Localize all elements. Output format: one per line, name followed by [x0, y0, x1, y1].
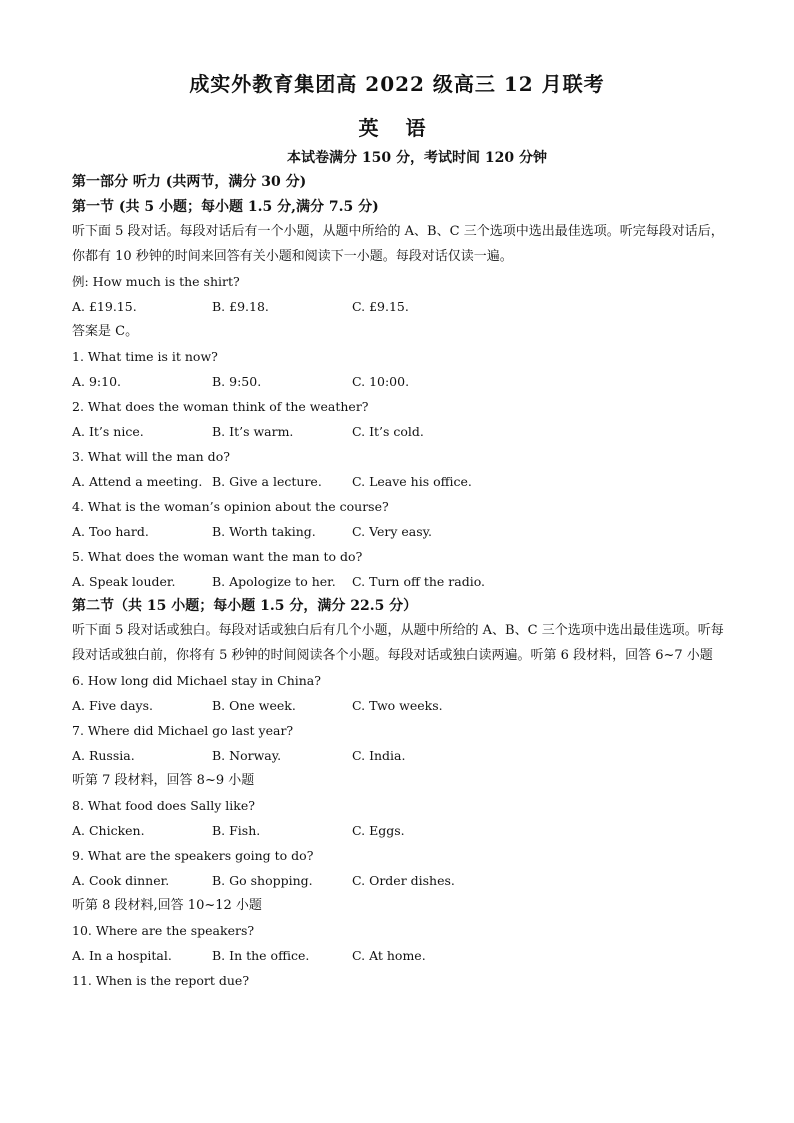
- option-a: A. Chicken.: [72, 823, 145, 838]
- part1-heading: 第一部分 听力 (共两节，满分 30 分): [72, 174, 307, 190]
- subject-title: 英 语: [358, 116, 436, 140]
- option-a: A. 9:10.: [72, 374, 122, 389]
- example-options: [72, 294, 732, 319]
- material8-note: 听第 8 段材料,回答 10~12 小题: [72, 898, 262, 913]
- question-options: [72, 693, 732, 718]
- option-b: B. It’s warm.: [212, 424, 294, 439]
- option-b: B. 9:50.: [212, 374, 262, 389]
- option-a: A. In a hospital.: [72, 948, 172, 963]
- option-c: C. At home.: [352, 948, 426, 963]
- option-a: A. Russia.: [72, 748, 135, 763]
- question-text: 6. How long did Michael stay in China?: [72, 673, 321, 688]
- question-options: [72, 469, 732, 494]
- option-a: A. Five days.: [72, 698, 153, 713]
- option-c: C. India.: [352, 748, 406, 763]
- exam-content: [72, 170, 732, 993]
- option-a: A. It’s nice.: [72, 424, 144, 439]
- option-a: A. Attend a meeting.: [72, 474, 203, 489]
- option-a: A. Speak louder.: [72, 574, 176, 589]
- option-c: C. Leave his office.: [352, 474, 472, 489]
- section2-questions-c: [72, 918, 732, 993]
- question-text: 1. What time is it now?: [72, 349, 218, 364]
- option-c: C. 10:00.: [352, 374, 410, 389]
- question-text: 2. What does the woman think of the weather?: [72, 399, 369, 414]
- option-c: C. Order dishes.: [352, 873, 455, 888]
- example-question: 例: How much is the shirt?: [72, 274, 240, 289]
- question-text: 8. What food does Sally like?: [72, 798, 255, 813]
- option-c: C. It’s cold.: [352, 424, 424, 439]
- option-b: B. £9.18.: [212, 299, 269, 314]
- option-a: A. Cook dinner.: [72, 873, 170, 888]
- question-options: [72, 569, 732, 594]
- option-b: B. Apologize to her.: [212, 574, 336, 589]
- question-options: [72, 369, 732, 394]
- option-a: A. Too hard.: [72, 524, 149, 539]
- question-text: 3. What will the man do?: [72, 449, 230, 464]
- section2-questions-b: [72, 793, 732, 893]
- option-b: B. Fish.: [212, 823, 261, 838]
- section1-heading: 第一节 (共 5 小题；每小题 1.5 分,满分 7.5 分): [72, 199, 379, 215]
- question-options: [72, 868, 732, 893]
- option-b: B. One week.: [212, 698, 296, 713]
- question-text: 10. Where are the speakers?: [72, 923, 255, 938]
- option-b: B. Norway.: [212, 748, 282, 763]
- option-b: B. In the office.: [212, 948, 310, 963]
- question-text: 5. What does the woman want the man to do?: [72, 549, 363, 564]
- section2-questions-a: [72, 668, 732, 768]
- option-b: B. Worth taking.: [212, 524, 316, 539]
- question-options: [72, 818, 732, 843]
- material7-note: 听第 7 段材料，回答 8~9 小题: [72, 773, 255, 788]
- question-options: [72, 943, 732, 968]
- section1-questions: [72, 344, 732, 594]
- option-c: C. Very easy.: [352, 524, 432, 539]
- exam-info: 本试卷满分 150 分，考试时间 120 分钟: [287, 150, 547, 166]
- option-a: A. £19.15.: [72, 299, 137, 314]
- option-c: C. Turn off the radio.: [352, 574, 485, 589]
- question-text: 9. What are the speakers going to do?: [72, 848, 314, 863]
- option-c: C. £9.15.: [352, 299, 409, 314]
- option-c: C. Two weeks.: [352, 698, 443, 713]
- section2-instructions: 听下面 5 段对话或独白。每段对话或独白后有几个小题，从题中所给的 A、B、C 三个选项中选出最佳选项。听每段对话或独白前，你将有 5 秒钟的时间阅读各个小题。每段对话或独白读两遍。听第 6 段材料，回答 6~7 小题: [72, 623, 724, 663]
- option-b: B. Give a lecture.: [212, 474, 322, 489]
- option-c: C. Eggs.: [352, 823, 405, 838]
- question-options: [72, 419, 732, 444]
- exam-title: 成实外教育集团高 2022 级高三 12 月联考: [189, 72, 605, 96]
- section2-heading: 第二节（共 15 小题；每小题 1.5 分，满分 22.5 分）: [72, 598, 418, 614]
- option-b: B. Go shopping.: [212, 873, 313, 888]
- section1-instructions: 听下面 5 段对话。每段对话后有一个小题，从题中所给的 A、B、C 三个选项中选出最佳选项。听完每段对话后，你都有 10 秒钟的时间来回答有关小题和阅读下一小题。每段对话仅读一遍。: [72, 224, 724, 264]
- example-answer: 答案是 C。: [72, 324, 139, 339]
- question-text: 7. Where did Michael go last year?: [72, 723, 294, 738]
- question-options: [72, 519, 732, 544]
- question-options: [72, 743, 732, 768]
- question-text: 4. What is the woman’s opinion about the course?: [72, 499, 389, 514]
- question-text: 11. When is the report due?: [72, 973, 250, 988]
